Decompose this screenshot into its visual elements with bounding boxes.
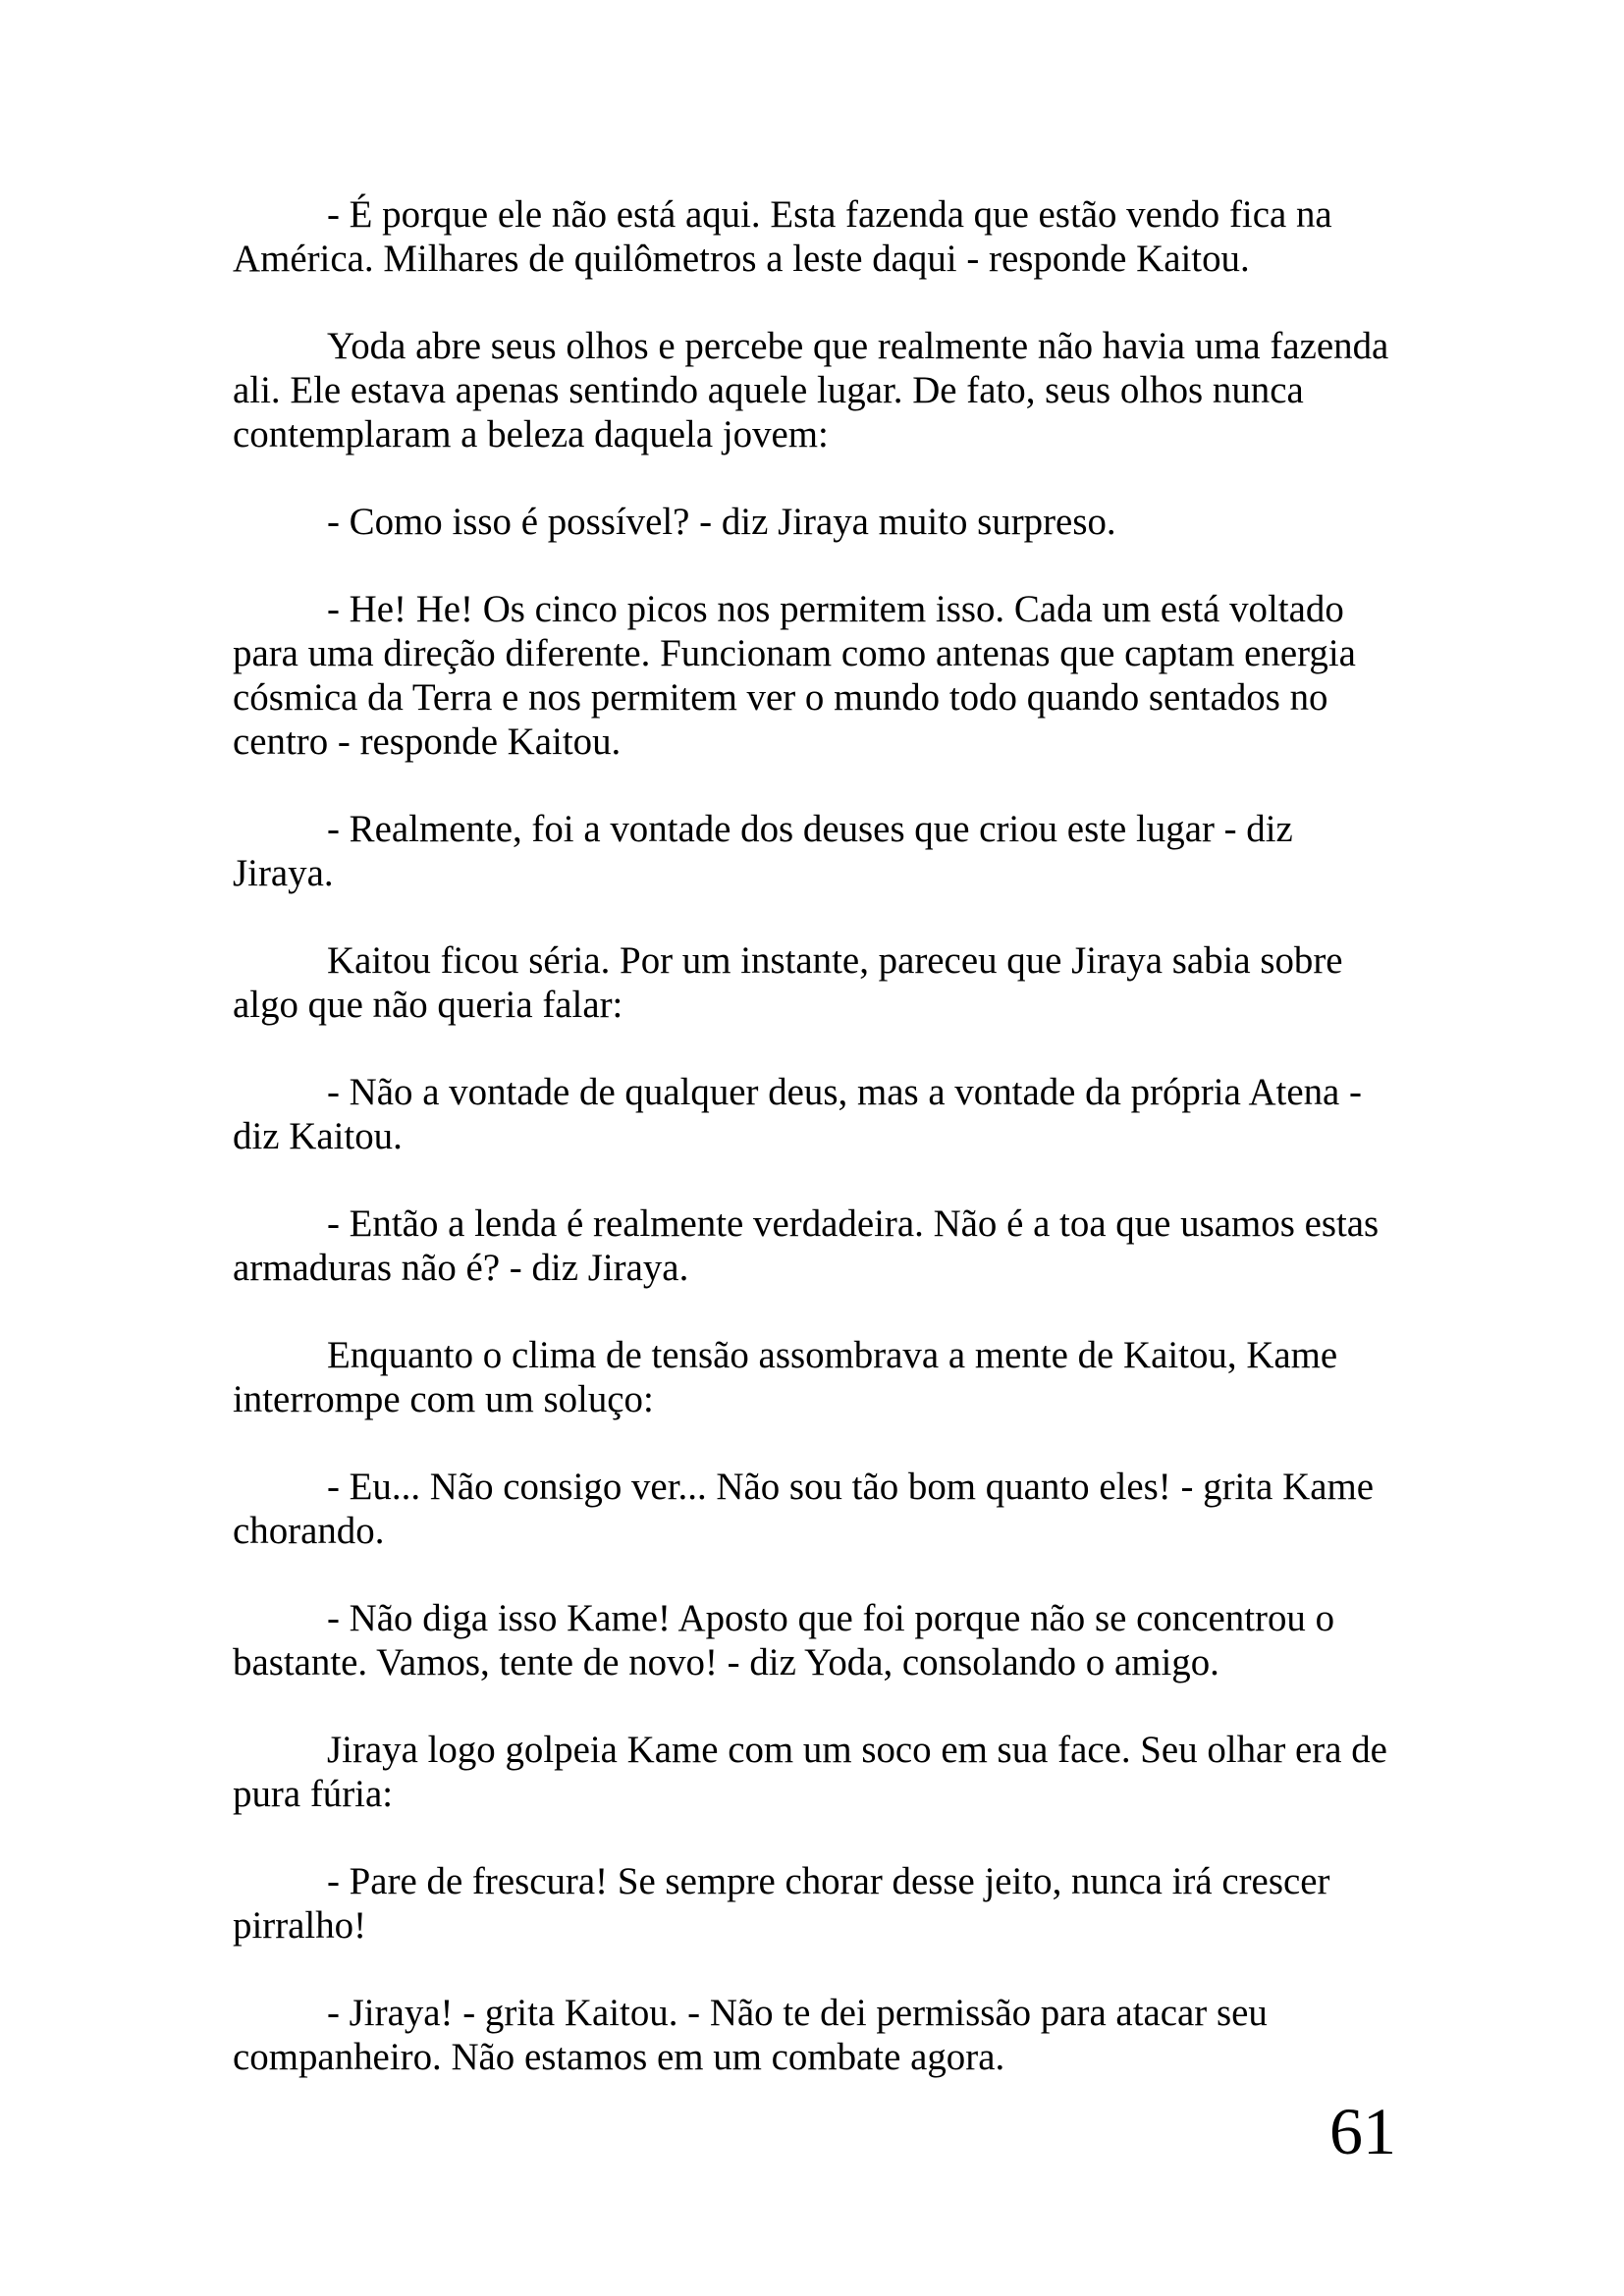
paragraph: - Então a lenda é realmente verdadeira. Não é a toa que usamos estas armaduras não é? - diz Jiraya. — [233, 1202, 1380, 1289]
paragraph: - Não diga isso Kame! Aposto que foi porque não se concentrou o bastante. Vamos, tente de novo! - diz Yoda, consolando o amigo. — [233, 1597, 1335, 1683]
paragraph: - Não a vontade de qualquer deus, mas a vontade da própria Atena - diz Kaitou. — [233, 1071, 1362, 1157]
page-number: 61 — [1329, 2094, 1396, 2168]
text-block — [233, 192, 1396, 2122]
paragraph: - Realmente, foi a vontade dos deuses que criou este lugar - diz Jiraya. — [233, 808, 1293, 894]
paragraph: - Como isso é possível? - diz Jiraya muito surpreso. — [327, 501, 1116, 543]
paragraph: Jiraya logo golpeia Kame com um soco em sua face. Seu olhar era de pura fúria: — [233, 1729, 1387, 1815]
paragraph: Yoda abre seus olhos e percebe que realmente não havia uma fazenda ali. Ele estava apenas sentindo aquele lugar. De fato, seus olhos nunca contemplaram a beleza daquela jovem: — [233, 325, 1389, 455]
paragraph: Kaitou ficou séria. Por um instante, pareceu que Jiraya sabia sobre algo que não queria falar: — [233, 939, 1343, 1026]
paragraph: - É porque ele não está aqui. Esta fazenda que estão vendo fica na América. Milhares de quilômetros a leste daqui - responde Kaitou. — [233, 193, 1332, 280]
paragraph: - Jiraya! - grita Kaitou. - Não te dei permissão para atacar seu companheiro. Não estamos em um combate agora. — [233, 1992, 1268, 2078]
paragraph: - Pare de frescura! Se sempre chorar desse jeito, nunca irá crescer pirralho! — [233, 1860, 1330, 1947]
paragraph: - Eu... Não consigo ver... Não sou tão bom quanto eles! - grita Kame chorando. — [233, 1466, 1374, 1552]
paragraph: - He! He! Os cinco picos nos permitem isso. Cada um está voltado para uma direção diferente. Funcionam como antenas que captam energia cósmica da Terra e nos permitem ver o mundo todo quando sentados no centro - responde Kaitou. — [233, 588, 1356, 763]
paragraph: Enquanto o clima de tensão assombrava a mente de Kaitou, Kame interrompe com um soluço: — [233, 1334, 1338, 1420]
